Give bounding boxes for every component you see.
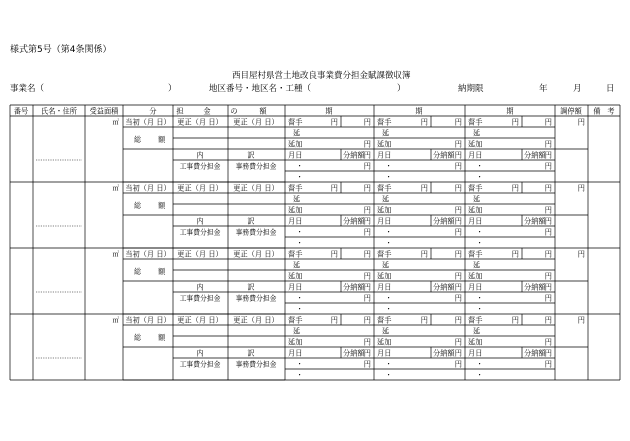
date-bullet: ・ xyxy=(476,293,484,303)
header-number: 番号 xyxy=(13,106,29,116)
yen-unit: 円 xyxy=(544,161,552,171)
initial-amount-label: 当初（月 日） xyxy=(125,183,171,193)
revised-amount-label: 更正（月 日） xyxy=(233,315,279,325)
extension-label: 延 xyxy=(473,194,481,204)
yen-unit: 円 xyxy=(511,315,519,325)
payment-date-label: 月日 xyxy=(288,348,303,358)
extension-label: 延 xyxy=(293,260,301,270)
yen-unit: 円 xyxy=(544,282,552,292)
header-name-address: 氏名・住所 xyxy=(41,106,77,116)
yen-unit: 円 xyxy=(363,150,371,160)
yen-unit: 円 xyxy=(454,216,462,226)
delay-add-label: 延加 xyxy=(468,139,483,149)
office-share-label: 事務費分担金 xyxy=(235,360,277,369)
construction-share-label: 工事費分担金 xyxy=(179,294,221,303)
breakdown-label-char: 訳 xyxy=(247,348,255,358)
construction-share-label: 工事費分担金 xyxy=(179,162,221,171)
breakdown-label-char: 訳 xyxy=(247,150,255,160)
revised-amount-label: 更正（月 日） xyxy=(233,249,279,259)
reminder-label: 督手 xyxy=(468,183,483,193)
area-unit: ㎡ xyxy=(112,316,119,324)
total-label-char: 額 xyxy=(158,201,166,210)
yen-unit: 円 xyxy=(544,205,552,215)
yen-unit: 円 xyxy=(363,117,371,127)
delay-add-label: 延加 xyxy=(468,271,483,281)
project-name-label: 事業名（ xyxy=(10,84,45,94)
date-bullet: ・ xyxy=(385,304,393,314)
yen-unit: 円 xyxy=(454,183,462,193)
reminder-label: 督手 xyxy=(288,117,303,127)
date-bullet: ・ xyxy=(296,227,304,237)
payment-amount-label: 分納額 xyxy=(524,150,546,160)
date-bullet: ・ xyxy=(476,227,484,237)
reminder-label: 督手 xyxy=(288,183,303,193)
area-unit: ㎡ xyxy=(112,118,119,126)
extension-label: 延 xyxy=(382,194,390,204)
reminder-label: 督手 xyxy=(288,249,303,259)
header-share-char: 額 xyxy=(259,106,267,116)
payment-amount-label: 分納額 xyxy=(433,282,455,292)
delay-add-label: 延加 xyxy=(288,139,303,149)
yen-unit: 円 xyxy=(363,271,371,281)
reminder-label: 督手 xyxy=(468,117,483,127)
header-period-2: 期 xyxy=(415,106,423,116)
yen-unit: 円 xyxy=(544,315,552,325)
header-final-amount: 調停額 xyxy=(560,106,582,116)
payment-date-label: 月日 xyxy=(468,216,483,226)
date-bullet: ・ xyxy=(296,304,304,314)
yen-unit: 円 xyxy=(363,216,371,226)
extension-label: 延 xyxy=(382,260,390,270)
payment-date-label: 月日 xyxy=(377,216,392,226)
initial-amount-label: 当初（月 日） xyxy=(125,315,171,325)
yen-unit: 円 xyxy=(454,282,462,292)
yen-unit: 円 xyxy=(577,315,585,325)
date-bullet: ・ xyxy=(385,161,393,171)
reminder-label: 督手 xyxy=(377,315,392,325)
breakdown-label-char: 内 xyxy=(196,216,204,226)
yen-unit: 円 xyxy=(454,139,462,149)
delay-add-label: 延加 xyxy=(468,337,483,347)
district-label: 地区番号・地区名・工種（ xyxy=(209,84,312,94)
form-number: 様式第5号（第4条関係） xyxy=(10,45,112,55)
date-bullet: ・ xyxy=(476,359,484,369)
yen-unit: 円 xyxy=(544,249,552,259)
revised-amount-label: 更正（月 日） xyxy=(177,249,223,259)
office-share-label: 事務費分担金 xyxy=(235,162,277,171)
date-bullet: ・ xyxy=(296,359,304,369)
deadline-month: 月 xyxy=(573,84,582,94)
revised-amount-label: 更正（月 日） xyxy=(233,183,279,193)
date-bullet: ・ xyxy=(296,172,304,182)
yen-unit: 円 xyxy=(454,249,462,259)
extension-label: 延 xyxy=(473,326,481,336)
yen-unit: 円 xyxy=(544,359,552,369)
date-bullet: ・ xyxy=(476,238,484,248)
total-label-char: 総 xyxy=(134,135,142,144)
yen-unit: 円 xyxy=(420,249,428,259)
total-label-char: 額 xyxy=(158,333,166,342)
delay-add-label: 延加 xyxy=(377,271,392,281)
total-label-char: 総 xyxy=(134,201,142,210)
header-share-char: の xyxy=(230,106,238,116)
yen-unit: 円 xyxy=(363,293,371,303)
payment-date-label: 月日 xyxy=(468,282,483,292)
payment-amount-label: 分納額 xyxy=(524,282,546,292)
area-unit: ㎡ xyxy=(112,250,119,258)
extension-label: 延 xyxy=(382,128,390,138)
yen-unit: 円 xyxy=(454,271,462,281)
extension-label: 延 xyxy=(473,260,481,270)
yen-unit: 円 xyxy=(454,315,462,325)
date-bullet: ・ xyxy=(296,161,304,171)
revised-amount-label: 更正（月 日） xyxy=(177,315,223,325)
header-share-char: 金 xyxy=(203,106,211,116)
yen-unit: 円 xyxy=(544,271,552,281)
date-bullet: ・ xyxy=(385,359,393,369)
breakdown-label-char: 内 xyxy=(196,348,204,358)
payment-date-label: 月日 xyxy=(288,282,303,292)
payment-date-label: 月日 xyxy=(468,150,483,160)
yen-unit: 円 xyxy=(363,348,371,358)
yen-unit: 円 xyxy=(454,337,462,347)
payment-amount-label: 分納額 xyxy=(524,216,546,226)
payment-amount-label: 分納額 xyxy=(524,348,546,358)
revised-amount-label: 更正（月 日） xyxy=(177,183,223,193)
header-period-1: 期 xyxy=(325,106,333,116)
yen-unit: 円 xyxy=(363,183,371,193)
yen-unit: 円 xyxy=(544,337,552,347)
delay-add-label: 延加 xyxy=(377,205,392,215)
yen-unit: 円 xyxy=(330,183,338,193)
yen-unit: 円 xyxy=(544,117,552,127)
payment-date-label: 月日 xyxy=(377,282,392,292)
yen-unit: 円 xyxy=(454,150,462,160)
payment-amount-label: 分納額 xyxy=(343,348,365,358)
reminder-label: 督手 xyxy=(288,315,303,325)
payment-amount-label: 分納額 xyxy=(433,216,455,226)
payment-date-label: 月日 xyxy=(288,216,303,226)
reminder-label: 督手 xyxy=(377,183,392,193)
extension-label: 延 xyxy=(293,326,301,336)
construction-share-label: 工事費分担金 xyxy=(179,360,221,369)
area-unit: ㎡ xyxy=(112,184,119,192)
header-area: 受益面積 xyxy=(89,106,119,116)
delay-add-label: 延加 xyxy=(377,337,392,347)
breakdown-label-char: 訳 xyxy=(247,216,255,226)
yen-unit: 円 xyxy=(363,205,371,215)
initial-amount-label: 当初（月 日） xyxy=(125,117,171,127)
yen-unit: 円 xyxy=(363,359,371,369)
office-share-label: 事務費分担金 xyxy=(235,228,277,237)
header-remarks-char: 備 xyxy=(593,106,601,116)
payment-date-label: 月日 xyxy=(288,150,303,160)
revised-amount-label: 更正（月 日） xyxy=(233,117,279,127)
yen-unit: 円 xyxy=(420,183,428,193)
yen-unit: 円 xyxy=(454,359,462,369)
yen-unit: 円 xyxy=(544,216,552,226)
district-close: ） xyxy=(397,84,406,94)
extension-label: 延 xyxy=(473,128,481,138)
payment-amount-label: 分納額 xyxy=(343,150,365,160)
yen-unit: 円 xyxy=(511,183,519,193)
yen-unit: 円 xyxy=(511,249,519,259)
yen-unit: 円 xyxy=(363,227,371,237)
total-label-char: 額 xyxy=(158,135,166,144)
breakdown-label-char: 内 xyxy=(196,150,204,160)
deadline-year: 年 xyxy=(539,84,548,94)
delay-add-label: 延加 xyxy=(288,271,303,281)
deadline-day: 日 xyxy=(606,84,615,94)
yen-unit: 円 xyxy=(363,282,371,292)
total-label-char: 総 xyxy=(134,267,142,276)
reminder-label: 督手 xyxy=(468,249,483,259)
total-label-char: 額 xyxy=(158,267,166,276)
date-bullet: ・ xyxy=(296,370,304,380)
payment-date-label: 月日 xyxy=(377,348,392,358)
yen-unit: 円 xyxy=(330,315,338,325)
yen-unit: 円 xyxy=(363,315,371,325)
header-remarks-char: 考 xyxy=(607,106,615,116)
reminder-label: 督手 xyxy=(377,249,392,259)
yen-unit: 円 xyxy=(420,117,428,127)
date-bullet: ・ xyxy=(385,370,393,380)
payment-amount-label: 分納額 xyxy=(433,348,455,358)
yen-unit: 円 xyxy=(511,117,519,127)
extension-label: 延 xyxy=(293,128,301,138)
date-bullet: ・ xyxy=(385,238,393,248)
yen-unit: 円 xyxy=(363,139,371,149)
date-bullet: ・ xyxy=(385,293,393,303)
date-bullet: ・ xyxy=(296,293,304,303)
project-name-close: ） xyxy=(168,84,177,94)
yen-unit: 円 xyxy=(454,205,462,215)
extension-label: 延 xyxy=(293,194,301,204)
revised-amount-label: 更正（月 日） xyxy=(177,117,223,127)
payment-date-label: 月日 xyxy=(468,348,483,358)
yen-unit: 円 xyxy=(454,161,462,171)
payment-amount-label: 分納額 xyxy=(343,216,365,226)
yen-unit: 円 xyxy=(544,150,552,160)
yen-unit: 円 xyxy=(454,227,462,237)
yen-unit: 円 xyxy=(544,139,552,149)
deadline-label: 納期限 xyxy=(458,84,484,94)
delay-add-label: 延加 xyxy=(377,139,392,149)
date-bullet: ・ xyxy=(385,227,393,237)
payment-amount-label: 分納額 xyxy=(433,150,455,160)
yen-unit: 円 xyxy=(363,337,371,347)
date-bullet: ・ xyxy=(476,172,484,182)
office-share-label: 事務費分担金 xyxy=(235,294,277,303)
header-share-char: 担 xyxy=(176,106,184,116)
total-label-char: 総 xyxy=(134,333,142,342)
yen-unit: 円 xyxy=(544,293,552,303)
reminder-label: 督手 xyxy=(377,117,392,127)
yen-unit: 円 xyxy=(420,315,428,325)
yen-unit: 円 xyxy=(577,117,585,127)
yen-unit: 円 xyxy=(454,117,462,127)
delay-add-label: 延加 xyxy=(468,205,483,215)
yen-unit: 円 xyxy=(363,249,371,259)
construction-share-label: 工事費分担金 xyxy=(179,228,221,237)
header-share-char: 分 xyxy=(149,106,157,116)
breakdown-label-char: 内 xyxy=(196,282,204,292)
yen-unit: 円 xyxy=(454,348,462,358)
page-title: 西目屋村県営土地改良事業費分担金賦課徴収簿 xyxy=(232,71,411,81)
extension-label: 延 xyxy=(382,326,390,336)
date-bullet: ・ xyxy=(385,172,393,182)
yen-unit: 円 xyxy=(577,183,585,193)
payment-amount-label: 分納額 xyxy=(343,282,365,292)
yen-unit: 円 xyxy=(363,161,371,171)
yen-unit: 円 xyxy=(330,249,338,259)
header-period-3: 期 xyxy=(506,106,514,116)
yen-unit: 円 xyxy=(544,227,552,237)
delay-add-label: 延加 xyxy=(288,205,303,215)
date-bullet: ・ xyxy=(476,370,484,380)
yen-unit: 円 xyxy=(330,117,338,127)
breakdown-label-char: 訳 xyxy=(247,282,255,292)
yen-unit: 円 xyxy=(544,348,552,358)
yen-unit: 円 xyxy=(544,183,552,193)
yen-unit: 円 xyxy=(454,293,462,303)
date-bullet: ・ xyxy=(476,161,484,171)
reminder-label: 督手 xyxy=(468,315,483,325)
yen-unit: 円 xyxy=(577,249,585,259)
date-bullet: ・ xyxy=(296,238,304,248)
initial-amount-label: 当初（月 日） xyxy=(125,249,171,259)
payment-date-label: 月日 xyxy=(377,150,392,160)
delay-add-label: 延加 xyxy=(288,337,303,347)
date-bullet: ・ xyxy=(476,304,484,314)
